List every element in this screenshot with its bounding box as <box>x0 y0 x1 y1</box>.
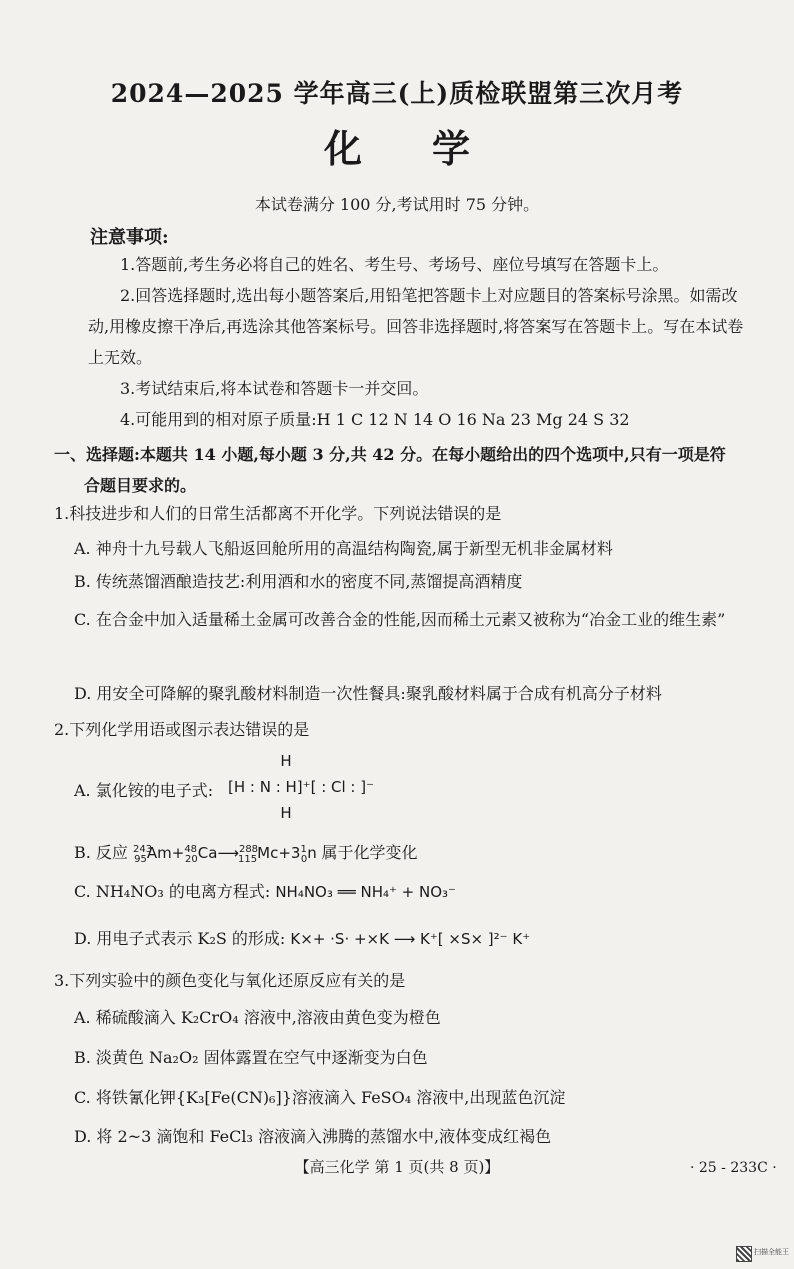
exam-title: 2024—2025 学年高三(上)质检联盟第三次月考 <box>110 79 684 108</box>
ionization-equation: NH₄NO₃ ══ NH₄⁺ + NO₃⁻ <box>275 883 456 901</box>
question-3-stem: 3.下列实验中的颜色变化与氧化还原反应有关的是 <box>54 971 406 990</box>
section-line: 合题目要求的。 <box>84 476 197 495</box>
question-3-option-d: D. 将 2~3 滴饱和 FeCl₃ 溶液滴入沸腾的蒸馏水中,液体变成红褐色 <box>74 1127 552 1146</box>
option-label: B. 反应 <box>74 843 128 862</box>
question-2-option-c <box>74 879 456 902</box>
question-3-option-a: A. 稀硫酸滴入 K₂CrO₄ 溶液中,溶液由黄色变为橙色 <box>74 1008 441 1027</box>
question-1-option-a: A. 神舟十九号载人飞船返回舱所用的高温结构陶瓷,属于新型无机非金属材料 <box>74 539 613 558</box>
option-label: A. 氯化铵的电子式: <box>74 781 214 800</box>
page-footer: 【高三化学 第 1 页(共 8 页)】 <box>294 1158 500 1176</box>
question-2-option-d <box>74 926 530 949</box>
nuclear-reaction-formula: $^{243}_{95}Am+^{48}_{20}Ca⟶^{288}_{115}Mc+3^1_0n$ <box>133 844 322 865</box>
scanner-logo-icon <box>736 1246 752 1262</box>
section-heading <box>54 439 774 501</box>
section-line: 一、选择题:本题共 14 小题,每小题 3 分,共 42 分。在每小题给出的四个选项中,只有一项是符 <box>54 445 726 464</box>
question-1-stem: 1.科技进步和人们的日常生活都离不开化学。下列说法错误的是 <box>54 504 502 523</box>
option-label: D. 用电子式表示 K₂S 的形成: <box>74 929 286 948</box>
option-label: C. NH₄NO₃ 的电离方程式: <box>74 882 271 901</box>
scanner-watermark: 扫描全能王 <box>754 1248 789 1256</box>
formula-bottom-atom: H <box>280 804 292 822</box>
formula-top-atom: H <box>280 752 292 770</box>
score-info: 本试卷满分 100 分,考试用时 75 分钟。 <box>254 195 540 214</box>
electron-formula-nh4cl: [H : N : H]⁺[ : Cl : ]⁻ <box>228 778 375 796</box>
notice-item: 3.考试结束后,将本试卷和答题卡一并交回。 <box>120 379 429 398</box>
question-3-option-c: C. 将铁氰化钾{K₃[Fe(CN)₆]}溶液滴入 FeSO₄ 溶液中,出现蓝色沉淀 <box>74 1088 566 1107</box>
question-1-option-d: D. 用安全可降解的聚乳酸材料制造一次性餐具:聚乳酸材料属于合成有机高分子材料 <box>74 684 662 703</box>
notice-item: 1.答题前,考生务必将自己的姓名、考生号、考场号、座位号填写在答题卡上。 <box>120 255 669 274</box>
option-tail: 属于化学变化 <box>321 843 418 862</box>
question-1-option-b: B. 传统蒸馏酒酿造技艺:利用酒和水的密度不同,蒸馏提高酒精度 <box>74 572 523 591</box>
notice-item: 2.回答选择题时,选出每小题答案后,用铅笔把答题卡上对应题目的答案标号涂黑。如需改动,用橡皮擦干净后,再选涂其他答案标号。回答非选择题时,将答案写在答题卡上。写在本试卷上无效。 <box>88 286 744 367</box>
subject-title: 化学 <box>323 126 540 171</box>
notice-heading: 注意事项: <box>90 227 169 248</box>
question-1-option-c: C. 在合金中加入适量稀土金属可改善合金的性能,因而稀土元素又被称为“冶金工业的维生素” <box>74 610 726 629</box>
question-2-option-b <box>74 840 418 865</box>
notice-item: 4.可能用到的相对原子质量:H 1 C 12 N 14 O 16 Na 23 Mg 24 S 32 <box>120 410 630 429</box>
k2s-formation-formula: K×+ ·S· +×K ⟶ K⁺[ ×S× ]²⁻ K⁺ <box>290 930 531 948</box>
question-2-stem: 2.下列化学用语或图示表达错误的是 <box>54 720 310 739</box>
paper-code: · 25 - 233C · <box>690 1160 777 1176</box>
question-3-option-b: B. 淡黄色 Na₂O₂ 固体露置在空气中逐渐变为白色 <box>74 1048 428 1067</box>
notice-list <box>88 249 748 435</box>
